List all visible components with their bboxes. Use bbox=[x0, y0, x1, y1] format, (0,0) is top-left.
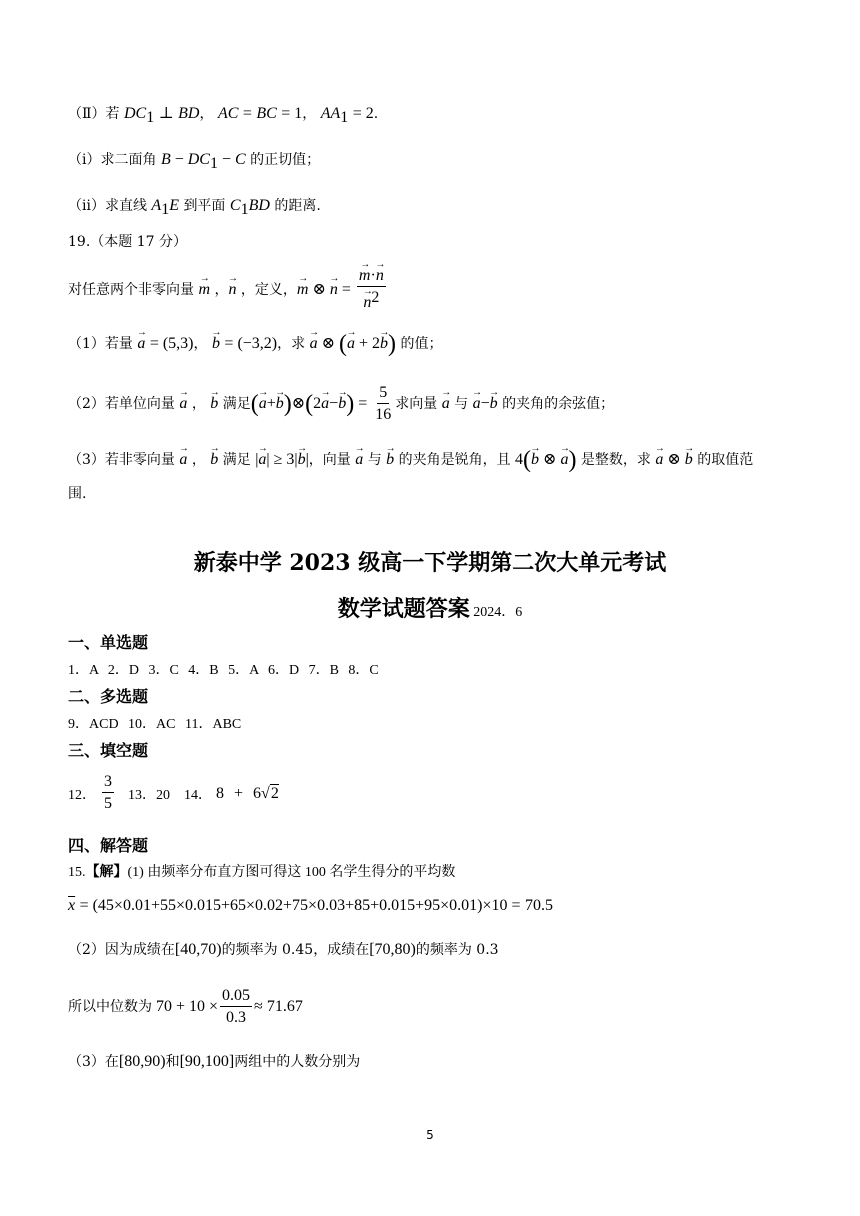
q19-part3-wrap: 围. bbox=[68, 486, 87, 502]
answers-subtitle: 数学试题答案 2024．6 bbox=[337, 596, 523, 622]
q19-part2: （2）若单位向量 → a ， → b 满足 ( → a + → b ) ⊗ ( 2 → a − → b ) = $\frac{5}{16}$ 求向量 → a 与 → a − → b 的夹角的余弦值； bbox=[68, 382, 614, 426]
section-multi-choice: 二、多选题 bbox=[68, 687, 149, 706]
page-number: 5 bbox=[426, 1128, 434, 1142]
fill-blank-answers: 12． $\frac{3}{5}$ 13．20 14． 8 + 6√2 bbox=[68, 773, 279, 812]
q15-mean-formula: $\overline{x} = (45\times 0.01+55\times 0.015+65\times 0.02+75\times 0.03+85+0.015+95\times 0.01)\times 10 = 70.5$ bbox=[68, 897, 553, 914]
section-single-choice: 一、单选题 bbox=[68, 633, 149, 652]
q18-part2: （Ⅱ）若 $DC_1$ ⊥ BD， AC = BC = 1， $AA_1 = 2$. bbox=[68, 105, 379, 126]
q19-definition: 对任意两个非零向量 → m ， → n ，定义， → m ⊗ → n = → m·→ n → $n^2$ bbox=[68, 270, 388, 310]
answers-title: 新泰中学 2023 级高一下学期第二次大单元考试 bbox=[193, 550, 667, 576]
q18-part-ii: （ⅱ）求直线 $A_1E$ 到平面 $C_1BD$ 的距离. bbox=[68, 197, 321, 218]
single-choice-answers: 1．A 2．D 3．C 4．B 5．A 6．D 7．B 8．C bbox=[68, 663, 379, 678]
section-solutions: 四、解答题 bbox=[68, 836, 149, 855]
q15-median: 所以中位数为 70 + 10 × $\frac{0.05}{0.3}$ ≈ 71.67 bbox=[68, 986, 303, 1026]
q15-part3: （3）在[80,90)和[90,100]两组中的人数分别为 bbox=[68, 1053, 361, 1070]
section-fill-blank: 三、填空题 bbox=[68, 741, 149, 760]
q19-header: 19.（本题 17 分） bbox=[68, 234, 187, 250]
q15-intro: 15.【解】(1) 由频率分布直方图可得这 100 名学生得分的平均数 bbox=[68, 864, 456, 880]
q15-part2: （2）因为成绩在[40,70)的频率为 0.45，成绩在[70,80)的频率为 0.3 bbox=[68, 941, 499, 958]
q18-part-i: （ⅰ）求二面角 $B - DC_1 - C$ 的正切值； bbox=[68, 151, 321, 172]
multi-choice-answers: 9．ACD 10．AC 11．ABC bbox=[68, 717, 242, 732]
q19-part3: （3）若非零向量 → a ， → b 满足 |→ a| ≥ 3|→ b|，向量 → a 与 → b 的夹角是锐角，且 4(→ b ⊗ → a) 是整数，求 → a ⊗ → b 的取值范 bbox=[68, 450, 753, 470]
q19-part1: （1）若量 → a = (5,3)， → b = (−3,2)，求 → a ⊗ (→ a + 2→ b) 的值； bbox=[68, 334, 442, 354]
